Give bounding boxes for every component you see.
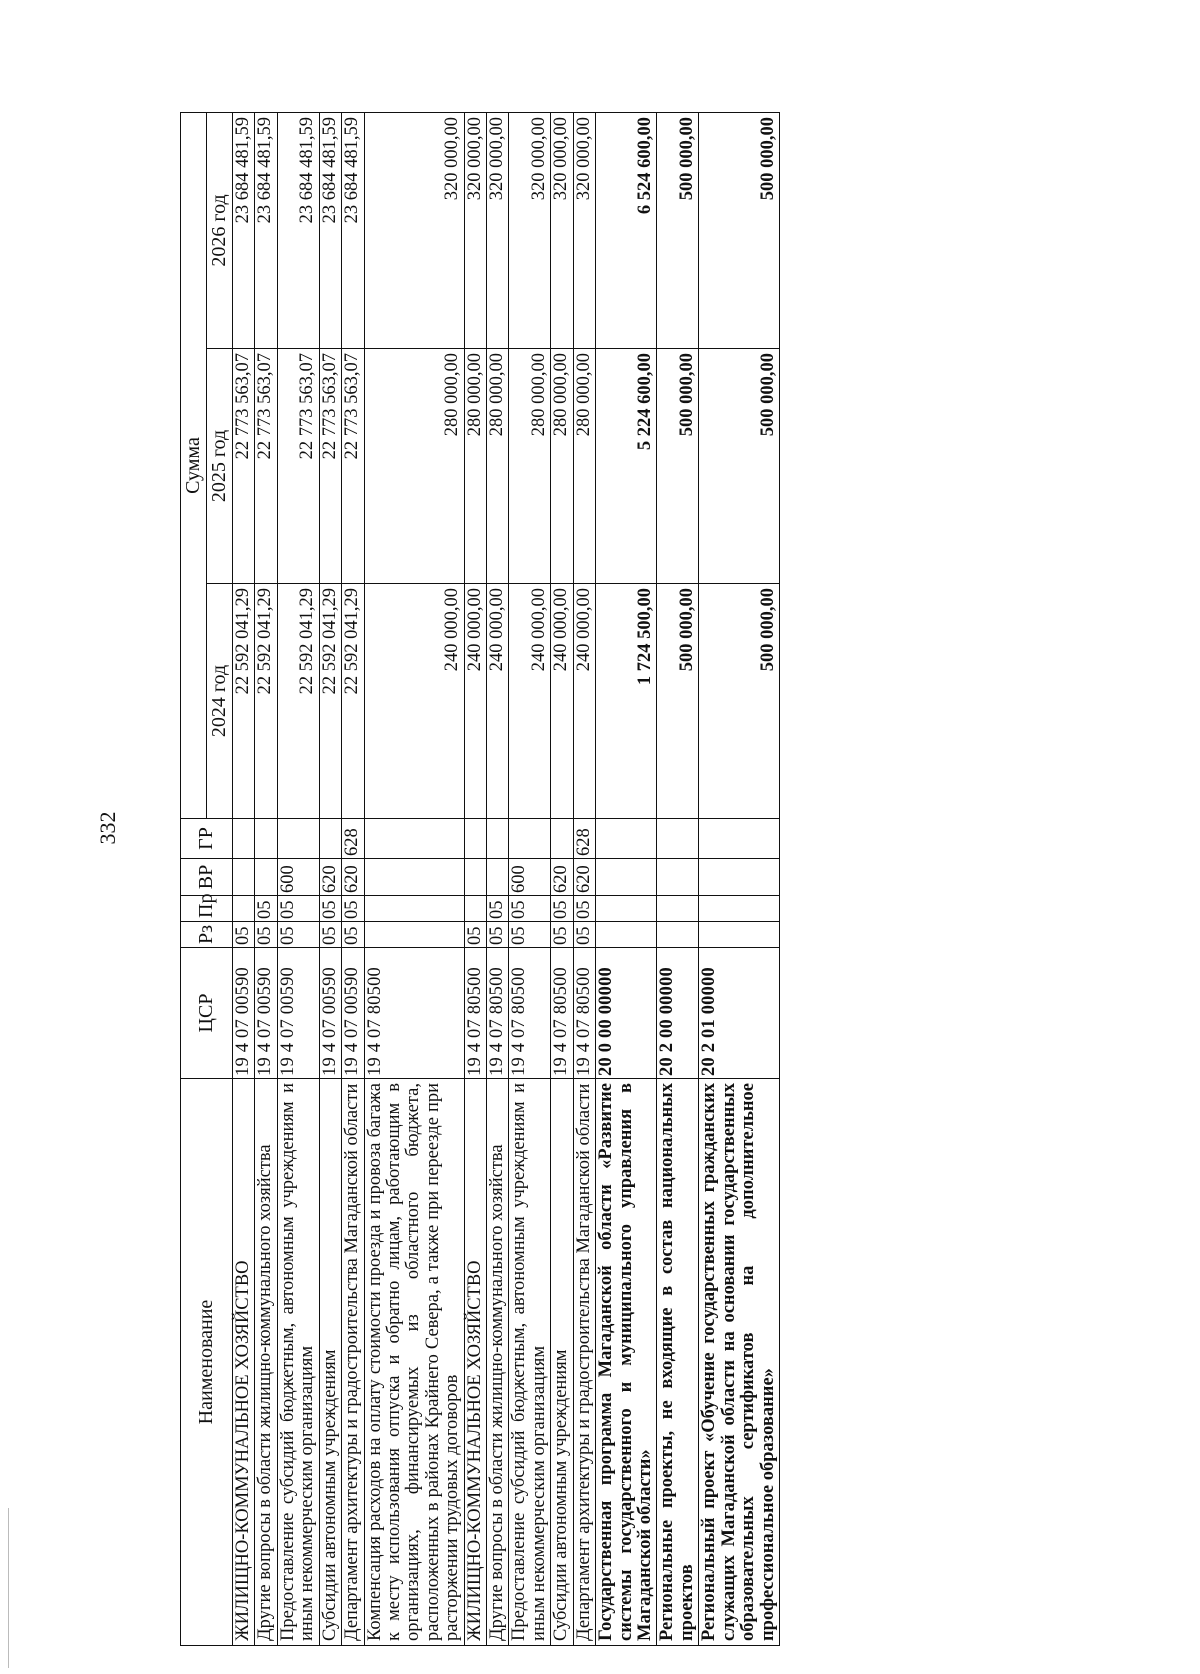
row-pr-cell: 05 [342,896,364,922]
row-name-cell: Субсидии автономным учреждениям [551,1079,573,1646]
row-csr-cell: 19 4 07 80500 [509,948,551,1079]
row-csr-cell: 20 2 00 00000 [657,948,699,1079]
table-row [233,112,255,1645]
row-name-cell: Компенсация расходов на оплату стоимости проезда и провоза багажа к месту использования отпуска и обратно лицам, работающим в организациях, финансируемых из областного бюджета, расположенных в районах Крайнего Севера, а также при переезде при расторжении трудовых договоров [364,1079,464,1646]
row-gr-cell [364,819,464,859]
table-row [319,112,341,1645]
row-name-cell: Другие вопросы в области жилищно-коммунального хозяйства [487,1079,509,1646]
row-gr-cell [551,819,573,859]
row-name-cell: ЖИЛИЩНО-КОММУНАЛЬНОЕ ХОЗЯЙСТВО [233,1079,255,1646]
row-2026-amount: 23 684 481,59 [277,112,319,348]
row-2024-amount: 240 000,00 [509,584,551,819]
row-name-cell: Департамент архитектуры и градостроительства Магаданской области [573,1079,595,1646]
row-name-cell: Предоставление субсидий бюджетным, автономным учреждениям и иным некоммерческим организациям [277,1079,319,1646]
row-2024-amount: 240 000,00 [464,584,486,819]
row-2024-amount: 1 724 500,00 [596,584,657,819]
row-name-cell: Региональный проект «Обучение государственных гражданских служащих Магаданской области на основании государственных образовательных сертификатов на дополнительное профессиональное образование» [699,1079,780,1646]
row-pr-cell [596,896,657,922]
row-name-cell: ЖИЛИЩНО-КОММУНАЛЬНОЕ ХОЗЯЙСТВО [464,1079,486,1646]
row-csr-cell: 19 4 07 00590 [319,948,341,1079]
row-vr-cell [487,859,509,896]
row-2026-amount: 23 684 481,59 [255,112,277,348]
row-2025-amount: 22 773 563,07 [277,349,319,584]
row-vr-cell [233,859,255,896]
row-csr-cell: 19 4 07 80500 [487,948,509,1079]
page-number: 332 [95,811,120,845]
header-gr: ГР [181,819,233,859]
row-2024-amount: 240 000,00 [551,584,573,819]
table-row [487,112,509,1645]
row-name-cell: Другие вопросы в области жилищно-коммунального хозяйства [255,1079,277,1646]
header-2025: 2025 год [207,349,233,584]
row-2025-amount: 280 000,00 [551,349,573,584]
row-name-cell: Субсидии автономным учреждениям [319,1079,341,1646]
row-pr-cell: 05 [255,896,277,922]
row-2025-amount: 22 773 563,07 [255,349,277,584]
table-row [464,112,486,1645]
row-name-cell: Департамент архитектуры и градостроительства Магаданской области [342,1079,364,1646]
row-gr-cell [255,819,277,859]
table-row [551,112,573,1645]
row-2026-amount: 320 000,00 [464,112,486,348]
table-body [233,112,780,1645]
row-csr-cell: 19 4 07 80500 [364,948,464,1079]
row-vr-cell: 600 [509,859,551,896]
row-rz-cell: 05 [319,922,341,948]
row-2024-amount: 500 000,00 [657,584,699,819]
table-row [277,112,319,1645]
table-row [509,112,551,1645]
row-gr-cell [319,819,341,859]
row-csr-cell: 20 0 00 00000 [596,948,657,1079]
row-csr-cell: 19 4 07 00590 [233,948,255,1079]
row-csr-cell: 19 4 07 80500 [573,948,595,1079]
table-row [255,112,277,1645]
row-2025-amount: 280 000,00 [573,349,595,584]
row-gr-cell [277,819,319,859]
row-vr-cell [596,859,657,896]
row-csr-cell: 19 4 07 00590 [255,948,277,1079]
row-gr-cell [233,819,255,859]
row-vr-cell [699,859,780,896]
row-rz-cell [364,922,464,948]
row-rz-cell: 05 [464,922,486,948]
row-pr-cell: 05 [573,896,595,922]
row-name-cell: Региональные проекты, не входящие в состав национальных проектов [657,1079,699,1646]
row-vr-cell: 620 [551,859,573,896]
row-vr-cell [364,859,464,896]
row-gr-cell [699,819,780,859]
row-2024-amount: 240 000,00 [364,584,464,819]
row-2026-amount: 23 684 481,59 [319,112,341,348]
row-2025-amount: 500 000,00 [699,349,780,584]
header-name: Наименование [181,1079,233,1646]
table-row [573,112,595,1645]
row-pr-cell: 05 [509,896,551,922]
row-csr-cell: 19 4 07 00590 [342,948,364,1079]
row-pr-cell: 05 [487,896,509,922]
row-pr-cell [699,896,780,922]
row-vr-cell: 620 [342,859,364,896]
row-vr-cell [255,859,277,896]
row-2024-amount: 500 000,00 [699,584,780,819]
row-rz-cell: 05 [487,922,509,948]
row-2026-amount: 320 000,00 [487,112,509,348]
row-csr-cell: 19 4 07 00590 [277,948,319,1079]
row-csr-cell: 20 2 01 00000 [699,948,780,1079]
row-pr-cell [233,896,255,922]
table-row [657,112,699,1645]
row-2026-amount: 6 524 600,00 [596,112,657,348]
row-rz-cell [699,922,780,948]
row-vr-cell: 620 [573,859,595,896]
row-2026-amount: 23 684 481,59 [233,112,255,348]
row-2026-amount: 500 000,00 [657,112,699,348]
row-pr-cell [657,896,699,922]
row-2025-amount: 280 000,00 [364,349,464,584]
row-vr-cell: 620 [319,859,341,896]
header-csr: ЦСР [181,948,233,1079]
row-pr-cell: 05 [551,896,573,922]
row-gr-cell [487,819,509,859]
row-2026-amount: 320 000,00 [509,112,551,348]
table-row [596,112,657,1645]
header-sum: Сумма [181,112,207,818]
row-2026-amount: 320 000,00 [573,112,595,348]
row-rz-cell: 05 [255,922,277,948]
row-csr-cell: 19 4 07 80500 [464,948,486,1079]
row-2025-amount: 22 773 563,07 [233,349,255,584]
row-2024-amount: 22 592 041,29 [277,584,319,819]
row-vr-cell [657,859,699,896]
header-vr: ВР [181,859,233,896]
row-2025-amount: 280 000,00 [464,349,486,584]
row-2024-amount: 22 592 041,29 [319,584,341,819]
row-rz-cell: 05 [233,922,255,948]
row-2025-amount: 5 224 600,00 [596,349,657,584]
row-2025-amount: 500 000,00 [657,349,699,584]
row-2024-amount: 22 592 041,29 [255,584,277,819]
row-pr-cell: 05 [277,896,319,922]
row-gr-cell [509,819,551,859]
row-gr-cell [464,819,486,859]
table-row [699,112,780,1645]
row-gr-cell: 628 [573,819,595,859]
header-2024: 2024 год [207,584,233,819]
row-gr-cell [596,819,657,859]
header-pr: Пр [181,896,233,922]
row-rz-cell: 05 [573,922,595,948]
row-2025-amount: 22 773 563,07 [342,349,364,584]
scan-margin-line [8,1508,9,1668]
row-name-cell: Предоставление субсидий бюджетным, автономным учреждениям и иным некоммерческим организациям [509,1079,551,1646]
row-2026-amount: 320 000,00 [364,112,464,348]
table-row [342,112,364,1645]
row-csr-cell: 19 4 07 80500 [551,948,573,1079]
row-pr-cell: 05 [319,896,341,922]
row-2025-amount: 22 773 563,07 [319,349,341,584]
row-rz-cell: 05 [277,922,319,948]
row-2026-amount: 320 000,00 [551,112,573,348]
row-vr-cell: 600 [277,859,319,896]
row-2026-amount: 23 684 481,59 [342,112,364,348]
budget-table [180,112,780,1646]
row-2024-amount: 22 592 041,29 [342,584,364,819]
row-2026-amount: 500 000,00 [699,112,780,348]
row-2024-amount: 240 000,00 [573,584,595,819]
row-vr-cell [464,859,486,896]
row-rz-cell [596,922,657,948]
row-2024-amount: 240 000,00 [487,584,509,819]
table-row [364,112,464,1645]
row-name-cell: Государственная программа Магаданской области «Развитие системы государственного и муниципального управления в Магаданской области» [596,1079,657,1646]
row-rz-cell: 05 [509,922,551,948]
header-rz: Рз [181,922,233,948]
row-gr-cell: 628 [342,819,364,859]
row-rz-cell [657,922,699,948]
row-2025-amount: 280 000,00 [509,349,551,584]
row-rz-cell: 05 [342,922,364,948]
row-2024-amount: 22 592 041,29 [233,584,255,819]
row-pr-cell [364,896,464,922]
row-2025-amount: 280 000,00 [487,349,509,584]
row-rz-cell: 05 [551,922,573,948]
header-2026: 2026 год [207,112,233,348]
header-row-1 [181,112,207,1645]
row-gr-cell [657,819,699,859]
rotated-page [180,113,1060,1646]
row-pr-cell [464,896,486,922]
